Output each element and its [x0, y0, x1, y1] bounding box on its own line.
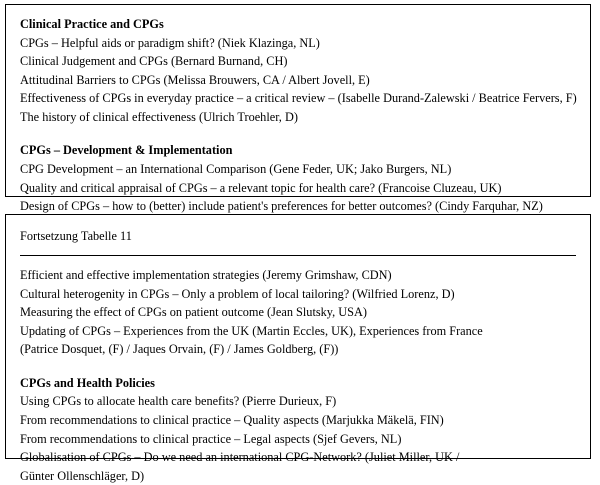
continuation-title: Fortsetzung Tabelle 11 — [20, 229, 132, 243]
list-item: Globalisation of CPGs – Do we need an international CPG-Network? (Juliet Miller, UK / — [20, 450, 460, 465]
section-heading: CPGs and Health Policies — [20, 375, 155, 390]
list-item: Attitudinal Barriers to CPGs (Melissa Brouwers, CA / Albert Jovell, E) — [20, 72, 370, 87]
list-item: Using CPGs to allocate health care benefits? (Pierre Durieux, F) — [20, 394, 337, 409]
list-item: From recommendations to clinical practice – Legal aspects (Sjef Gevers, NL) — [20, 431, 402, 446]
table-part-1 — [5, 4, 591, 214]
list-item: CPGs – Helpful aids or paradigm shift? (Niek Klazinga, NL) — [20, 35, 320, 50]
list-item: Effectiveness of CPGs in everyday practice – a critical review – (Isabelle Durand-Zalewski / Beatrice Fervers, F) — [20, 91, 577, 106]
list-item: (Patrice Dosquet, (F) / Jaques Orvain, (F) / James Goldberg, (F)) — [20, 342, 339, 357]
list-item: Quality and critical appraisal of CPGs – a relevant topic for health care? (Francoise Cluzeau, UK) — [20, 180, 502, 195]
list-item: Efficient and effective implementation strategies (Jeremy Grimshaw, CDN) — [20, 268, 392, 282]
section-heading: CPGs – Development & Implementation — [20, 143, 233, 158]
section-heading: Clinical Practice and CPGs — [20, 17, 164, 31]
table-part-2 — [5, 214, 591, 483]
list-item: Clinical Judgement and CPGs (Bernard Burnand, CH) — [20, 54, 288, 69]
list-item: Updating of CPGs – Experiences from the UK (Martin Eccles, UK), Experiences from France — [20, 323, 483, 338]
list-item: Günter Ollenschläger, D) — [20, 468, 145, 483]
list-item: Cultural heterogenity in CPGs – Only a problem of local tailoring? (Wilfried Lorenz, D) — [20, 286, 455, 301]
list-item: The history of clinical effectiveness (Ulrich Troehler, D) — [20, 109, 298, 124]
list-item: Measuring the effect of CPGs on patient outcome (Jean Slutsky, USA) — [20, 305, 367, 320]
list-item: Design of CPGs – how to (better) include patient's preferences for better outcomes? (Cindy Farquhar, NZ) — [20, 199, 543, 214]
list-item: From recommendations to clinical practice – Quality aspects (Marjukka Mäkelä, FIN) — [20, 412, 444, 427]
divider — [20, 255, 576, 256]
list-item: CPG Development – an International Comparison (Gene Feder, UK; Jako Burgers, NL) — [20, 161, 452, 176]
